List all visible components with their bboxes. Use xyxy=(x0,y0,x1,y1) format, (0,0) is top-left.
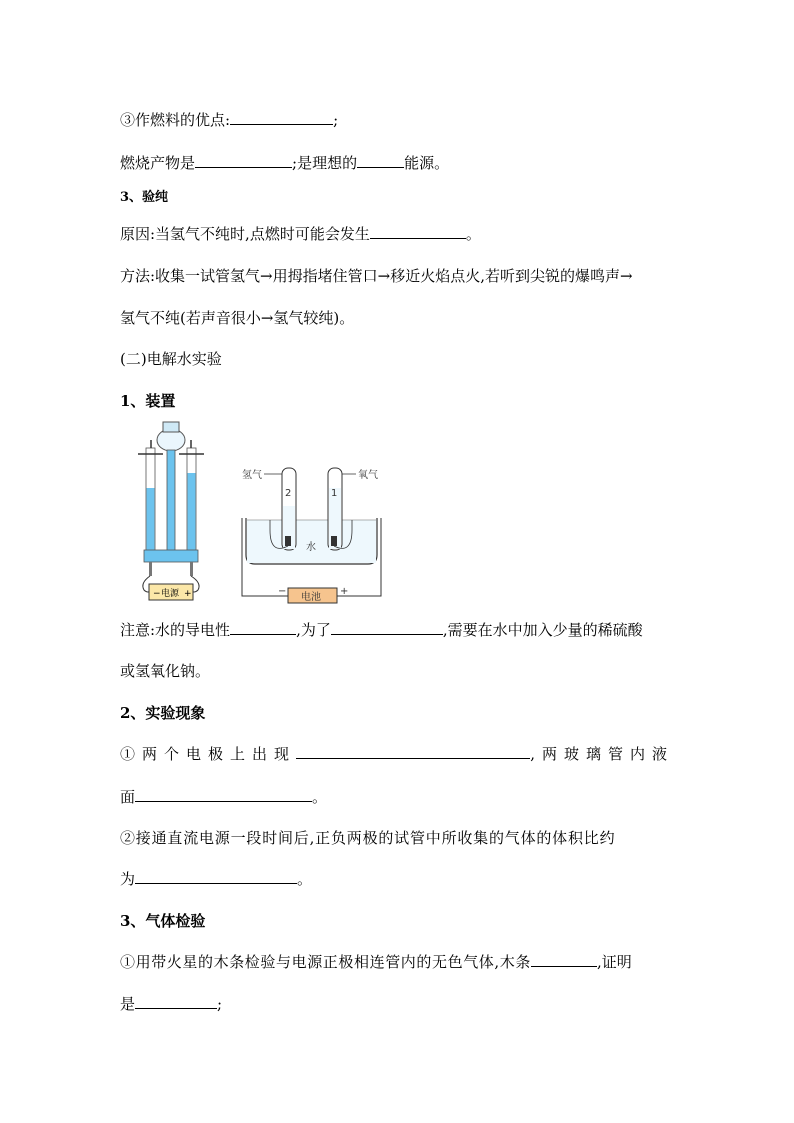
combustion-product-line xyxy=(120,153,449,173)
subsection-heading: 2、实验现象 xyxy=(120,704,206,722)
fill-blank[interactable] xyxy=(296,744,530,759)
hydrogen-label: 氢气 xyxy=(242,470,262,481)
punct: 。 xyxy=(465,225,481,243)
section-heading: 3、验纯 xyxy=(120,190,169,205)
gas-test-line xyxy=(120,952,632,972)
method-line-cont: 氢气不纯(若声音很小→氢气较纯)。 xyxy=(120,309,355,327)
fill-blank[interactable] xyxy=(357,153,404,168)
tube-left-number: 2 xyxy=(285,488,292,499)
subsection-heading: 3、气体检验 xyxy=(120,912,206,930)
fill-blank[interactable] xyxy=(531,952,597,967)
note-label: 注意:水的导电性 xyxy=(120,621,231,639)
volume-ratio-line: ②接通直流电源一段时间后,正负两极的试管中所收集的气体的体积比约 xyxy=(120,829,616,847)
power-label: 电源 xyxy=(161,589,180,599)
oxygen-label: 氧气 xyxy=(358,470,378,481)
note-line-cont: 或氢氧化钠。 xyxy=(120,662,211,680)
gas-test-label: ①用带火星的木条检验与电源正极相连管内的无色气体,木条 xyxy=(120,953,531,971)
minus-label: − xyxy=(278,586,287,597)
energy-label: 能源。 xyxy=(404,154,450,172)
gas-test-line-cont xyxy=(120,994,222,1014)
add-acid-label: ,需要在水中加入少量的稀硫酸 xyxy=(442,621,643,639)
purpose-label: ,为了 xyxy=(296,621,331,639)
water-label: 水 xyxy=(306,542,316,553)
fill-blank[interactable] xyxy=(135,869,297,884)
fill-blank[interactable] xyxy=(135,994,217,1009)
plus-label: + xyxy=(184,589,192,599)
fill-blank[interactable] xyxy=(195,153,292,168)
proves-label: ,证明 xyxy=(596,953,632,971)
liquid-level-label: ,两玻璃管内液 xyxy=(530,745,674,763)
battery-label: 电池 xyxy=(301,592,321,603)
punct: 。 xyxy=(312,788,328,806)
tube-right-number: 1 xyxy=(331,488,338,499)
phenomenon-line-cont xyxy=(120,787,327,807)
note-line xyxy=(120,620,643,640)
plus-label: + xyxy=(340,586,349,597)
section-heading: (二)电解水实验 xyxy=(120,350,222,368)
fuel-advantage-label: ③作燃料的优点: xyxy=(120,111,231,129)
reason-line xyxy=(120,224,481,244)
ratio-label: 为 xyxy=(120,870,136,888)
fill-blank[interactable] xyxy=(370,224,466,239)
volume-ratio-line-cont xyxy=(120,869,312,889)
electrolysis-trough-figure xyxy=(240,460,385,606)
punct: ; xyxy=(217,995,223,1013)
reason-label: 原因:当氢气不纯时,点燃时可能会发生 xyxy=(120,225,370,243)
hofmann-apparatus-figure xyxy=(130,418,212,604)
fuel-advantage-line xyxy=(120,110,338,130)
fill-blank[interactable] xyxy=(135,787,312,802)
phenomenon-label: ①两个电极上出现 xyxy=(120,745,297,763)
is-label: 是 xyxy=(120,995,136,1013)
method-line: 方法:收集一试管氢气→用拇指堵住管口→移近火焰点火,若听到尖锐的爆鸣声→ xyxy=(120,267,633,285)
fill-blank[interactable] xyxy=(331,620,443,635)
phenomenon-line xyxy=(120,744,674,764)
punct: 。 xyxy=(297,870,313,888)
punct: ; xyxy=(333,111,339,129)
subsection-heading: 1、装置 xyxy=(120,392,176,410)
ideal-label: ;是理想的 xyxy=(292,154,358,172)
fill-blank[interactable] xyxy=(230,620,296,635)
surface-label: 面 xyxy=(120,788,136,806)
fill-blank[interactable] xyxy=(230,110,333,125)
minus-label: − xyxy=(153,589,161,599)
combustion-product-label: 燃烧产物是 xyxy=(120,154,196,172)
